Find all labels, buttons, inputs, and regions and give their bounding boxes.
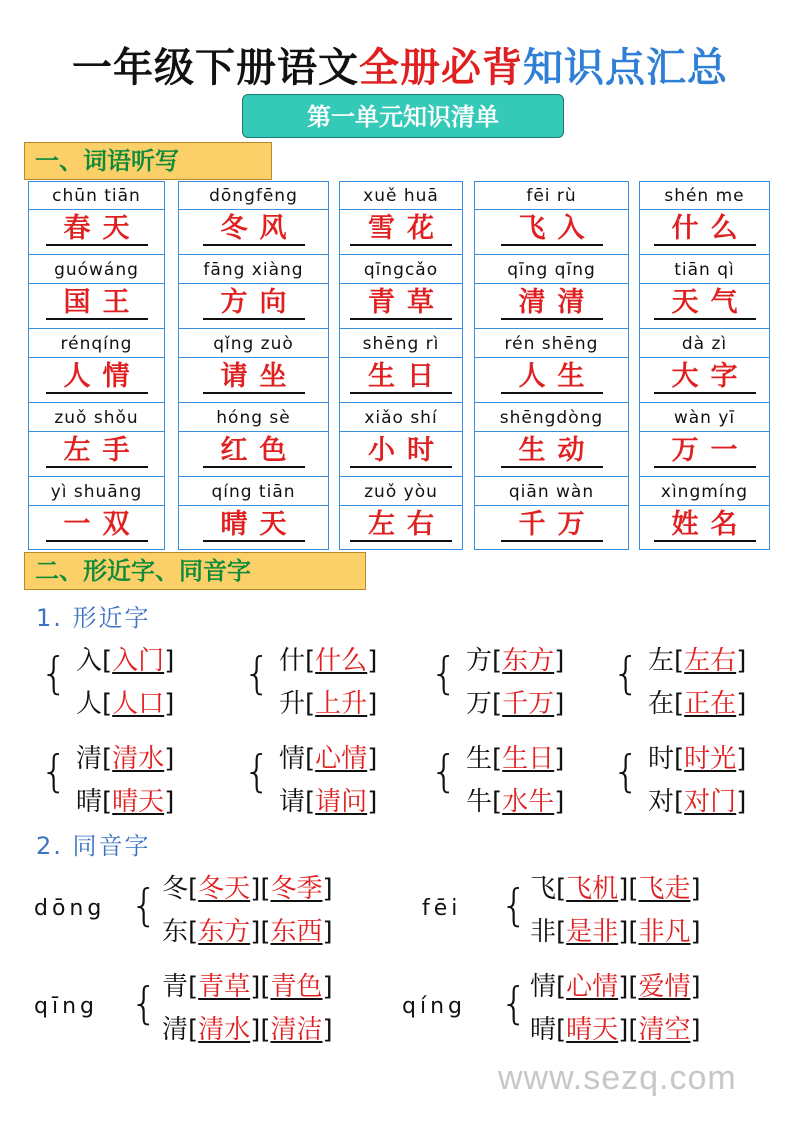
vocab-word-text: 左右	[350, 509, 452, 542]
vocab-word	[475, 284, 628, 329]
vocab-word-text: 方向	[203, 287, 305, 320]
similar-line: 左[左右]	[648, 646, 747, 676]
char: 非	[530, 917, 557, 947]
similar-line: 万[千万]	[466, 689, 565, 719]
word: 东方	[502, 646, 555, 676]
word: 东西	[270, 917, 323, 947]
vocab-word	[640, 358, 769, 403]
vocab-word	[340, 358, 462, 403]
homophone-pinyin: dōng	[34, 896, 106, 921]
similar-line: 方[东方]	[466, 646, 565, 676]
vocab-pinyin: dà zì	[640, 330, 769, 358]
word: 冬天	[198, 874, 251, 904]
vocab-word	[640, 210, 769, 255]
char: 牛	[466, 787, 493, 817]
word: 请问	[315, 787, 368, 817]
similar-line: 对[对门]	[648, 787, 747, 817]
char: 人	[76, 689, 103, 719]
homophone-line: 飞[飞机][飞走]	[530, 874, 701, 904]
word: 爱情	[638, 972, 691, 1002]
brace-icon: {	[130, 880, 158, 931]
vocab-column	[639, 181, 770, 550]
similar-line: 晴[晴天]	[76, 787, 175, 817]
brace-icon: {	[40, 648, 68, 699]
vocab-pinyin: rén shēng	[475, 330, 628, 358]
word: 晴天	[112, 787, 165, 817]
word: 非凡	[638, 917, 691, 947]
char: 冬	[162, 874, 189, 904]
title-part2: 全册必背	[359, 45, 523, 91]
similar-line: 时[时光]	[648, 744, 747, 774]
vocab-pinyin: xìngmíng	[640, 478, 769, 506]
vocab-word-text: 什么	[654, 213, 756, 246]
word: 生日	[502, 744, 555, 774]
vocab-word	[640, 506, 769, 551]
homophone-line: 青[青草][青色]	[162, 972, 333, 1002]
vocab-word-text: 姓名	[654, 509, 756, 542]
vocab-column	[28, 181, 165, 550]
char: 飞	[530, 874, 557, 904]
vocab-word-text: 生动	[501, 435, 603, 468]
vocab-word	[179, 358, 328, 403]
word: 是非	[566, 917, 619, 947]
homophone-line: 冬[冬天][冬季]	[162, 874, 333, 904]
similar-line: 升[上升]	[279, 689, 378, 719]
section1-heading: 一、词语听写	[24, 142, 272, 180]
vocab-pinyin: zuǒ yòu	[340, 478, 462, 506]
word: 清水	[112, 744, 165, 774]
char: 情	[279, 744, 306, 774]
similar-line: 清[清水]	[76, 744, 175, 774]
vocab-word-text: 千万	[501, 509, 603, 542]
char: 清	[162, 1015, 189, 1045]
similar-line: 生[生日]	[466, 744, 565, 774]
vocab-word-text: 雪花	[350, 213, 452, 246]
brace-icon: {	[430, 746, 458, 797]
homophone-line: 清[清水][清洁]	[162, 1015, 333, 1045]
word: 时光	[684, 744, 737, 774]
similar-line: 人[人口]	[76, 689, 175, 719]
word: 冬季	[270, 874, 323, 904]
vocab-word-text: 红色	[203, 435, 305, 468]
vocab-column	[474, 181, 629, 550]
char: 生	[466, 744, 493, 774]
word: 清空	[638, 1015, 691, 1045]
unit-banner: 第一单元知识清单	[242, 94, 564, 138]
char: 请	[279, 787, 306, 817]
title-part3: 知识点汇总	[523, 45, 728, 91]
brace-icon: {	[243, 648, 271, 699]
vocab-word	[340, 506, 462, 551]
char: 情	[530, 972, 557, 1002]
char: 在	[648, 689, 675, 719]
vocab-pinyin: shén me	[640, 182, 769, 210]
char: 万	[466, 689, 493, 719]
word: 飞机	[566, 874, 619, 904]
vocab-word	[475, 210, 628, 255]
vocab-word-text: 天气	[654, 287, 756, 320]
vocab-pinyin: rénqíng	[29, 330, 164, 358]
vocab-word	[179, 506, 328, 551]
char: 对	[648, 787, 675, 817]
vocab-pinyin: guówáng	[29, 256, 164, 284]
vocab-word	[475, 506, 628, 551]
similar-line: 情[心情]	[279, 744, 378, 774]
vocab-word	[475, 432, 628, 477]
vocab-word	[29, 210, 164, 255]
char: 清	[76, 744, 103, 774]
brace-icon: {	[130, 978, 158, 1029]
vocab-word-text: 青草	[350, 287, 452, 320]
homophone-pinyin: qíng	[402, 994, 466, 1019]
vocab-word-text: 人情	[46, 361, 148, 394]
brace-icon: {	[612, 746, 640, 797]
vocab-word	[475, 358, 628, 403]
char: 东	[162, 917, 189, 947]
word: 左右	[684, 646, 737, 676]
vocab-pinyin: chūn tiān	[29, 182, 164, 210]
vocab-word-text: 国王	[46, 287, 148, 320]
homophone-pinyin: fēi	[422, 896, 462, 921]
word: 清水	[198, 1015, 251, 1045]
char: 入	[76, 646, 103, 676]
vocab-word-text: 人生	[501, 361, 603, 394]
vocab-word	[179, 210, 328, 255]
word: 飞走	[638, 874, 691, 904]
word: 水牛	[502, 787, 555, 817]
vocab-word-text: 左手	[46, 435, 148, 468]
section2-heading: 二、形近字、同音字	[24, 552, 366, 590]
char: 什	[279, 646, 306, 676]
similar-line: 入[入门]	[76, 646, 175, 676]
brace-icon: {	[430, 648, 458, 699]
vocab-column	[178, 181, 329, 550]
word: 青色	[270, 972, 323, 1002]
vocab-pinyin: qīngcǎo	[340, 256, 462, 284]
vocab-word	[179, 284, 328, 329]
word: 晴天	[566, 1015, 619, 1045]
similar-line: 牛[水牛]	[466, 787, 565, 817]
vocab-word-text: 一双	[46, 509, 148, 542]
word: 上升	[315, 689, 368, 719]
char: 青	[162, 972, 189, 1002]
word: 入门	[112, 646, 165, 676]
vocab-pinyin: yì shuāng	[29, 478, 164, 506]
char: 方	[466, 646, 493, 676]
vocab-word-text: 小时	[350, 435, 452, 468]
homophone-line: 东[东方][东西]	[162, 917, 333, 947]
vocab-pinyin: tiān qì	[640, 256, 769, 284]
char: 时	[648, 744, 675, 774]
vocab-word-text: 冬风	[203, 213, 305, 246]
vocab-pinyin: zuǒ shǒu	[29, 404, 164, 432]
word: 东方	[198, 917, 251, 947]
vocab-pinyin: wàn yī	[640, 404, 769, 432]
word: 千万	[502, 689, 555, 719]
homophone-line: 情[心情][爱情]	[530, 972, 701, 1002]
vocab-word	[640, 284, 769, 329]
vocab-word	[340, 210, 462, 255]
vocab-pinyin: xuě huā	[340, 182, 462, 210]
vocab-pinyin: qīng qīng	[475, 256, 628, 284]
brace-icon: {	[40, 746, 68, 797]
vocab-word	[29, 284, 164, 329]
word: 对门	[684, 787, 737, 817]
vocab-word-text: 春天	[46, 213, 148, 246]
vocab-word	[340, 432, 462, 477]
vocab-column	[339, 181, 463, 550]
char: 升	[279, 689, 306, 719]
vocab-word	[640, 432, 769, 477]
word: 人口	[112, 689, 165, 719]
word: 正在	[684, 689, 737, 719]
subheading-homophones: 2. 同音字	[36, 832, 151, 860]
vocab-pinyin: fāng xiàng	[179, 256, 328, 284]
vocab-pinyin: fēi rù	[475, 182, 628, 210]
word: 青草	[198, 972, 251, 1002]
vocab-word-text: 大字	[654, 361, 756, 394]
vocab-pinyin: xiǎo shí	[340, 404, 462, 432]
char: 左	[648, 646, 675, 676]
vocab-pinyin: shēngdòng	[475, 404, 628, 432]
vocab-pinyin: hóng sè	[179, 404, 328, 432]
brace-icon: {	[500, 880, 528, 931]
vocab-word	[29, 432, 164, 477]
similar-line: 在[正在]	[648, 689, 747, 719]
watermark: www.sezq.com	[498, 1059, 737, 1097]
vocab-word-text: 生日	[350, 361, 452, 394]
vocab-pinyin: qíng tiān	[179, 478, 328, 506]
similar-line: 请[请问]	[279, 787, 378, 817]
brace-icon: {	[612, 648, 640, 699]
vocab-word-text: 万一	[654, 435, 756, 468]
vocab-word-text: 清清	[501, 287, 603, 320]
word: 心情	[566, 972, 619, 1002]
page-title	[0, 36, 800, 93]
vocab-word-text: 晴天	[203, 509, 305, 542]
homophone-line: 非[是非][非凡]	[530, 917, 701, 947]
similar-line: 什[什么]	[279, 646, 378, 676]
subheading-similar: 1. 形近字	[36, 604, 151, 632]
homophone-line: 晴[晴天][清空]	[530, 1015, 701, 1045]
vocab-pinyin: qiān wàn	[475, 478, 628, 506]
vocab-word	[340, 284, 462, 329]
word: 心情	[315, 744, 368, 774]
vocab-word	[29, 506, 164, 551]
vocab-word	[179, 432, 328, 477]
vocab-pinyin: qǐng zuò	[179, 330, 328, 358]
word: 清洁	[270, 1015, 323, 1045]
vocab-word-text: 飞入	[501, 213, 603, 246]
homophone-pinyin: qīng	[34, 994, 98, 1019]
char: 晴	[76, 787, 103, 817]
brace-icon: {	[243, 746, 271, 797]
title-part1: 一年级下册语文	[72, 45, 359, 91]
word: 什么	[315, 646, 368, 676]
vocab-word-text: 请坐	[203, 361, 305, 394]
vocab-pinyin: shēng rì	[340, 330, 462, 358]
vocab-word	[29, 358, 164, 403]
brace-icon: {	[500, 978, 528, 1029]
char: 晴	[530, 1015, 557, 1045]
vocab-pinyin: dōngfēng	[179, 182, 328, 210]
